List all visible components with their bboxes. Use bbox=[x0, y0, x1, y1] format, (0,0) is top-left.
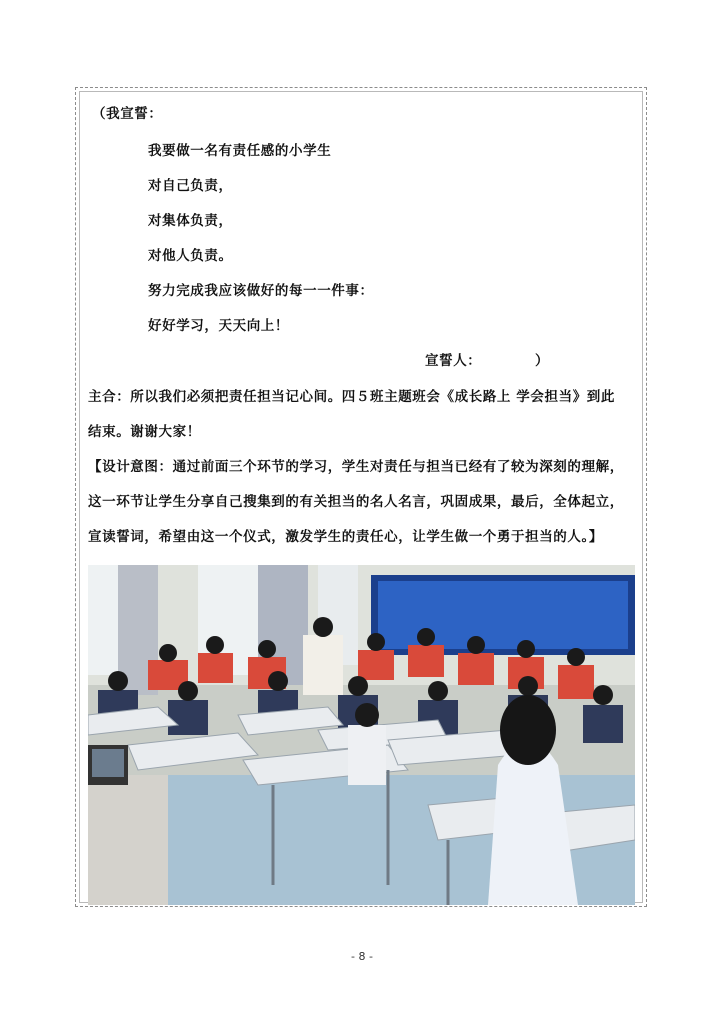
design-intent-line-1: 【设计意图：通过前面三个环节的学习，学生对责任与担当已经有了较为深刻的理解， bbox=[88, 459, 624, 475]
oath-opening: （我宣誓： bbox=[92, 106, 163, 122]
classroom-photo bbox=[88, 565, 635, 905]
design-intent-line-3: 宣读誓词，希望由这一个仪式，激发学生的责任心，让学生做一个勇于担当的人。】 bbox=[88, 529, 603, 545]
page-number: - 8 - bbox=[351, 950, 373, 963]
oath-line-6: 好好学习，天天向上！ bbox=[148, 318, 289, 334]
oath-signer: 宣誓人： bbox=[425, 353, 482, 369]
classroom-illustration bbox=[88, 565, 635, 905]
oath-line-4: 对他人负责。 bbox=[148, 248, 233, 264]
host-line-1: 主合：所以我们必须把责任担当记心间。四５班主题班会《成长路上 学会担当》到此 bbox=[88, 389, 615, 405]
oath-close: ） bbox=[535, 353, 550, 369]
host-line-2: 结束。谢谢大家！ bbox=[88, 424, 201, 440]
oath-line-1: 我要做一名有责任感的小学生 bbox=[148, 143, 332, 159]
oath-line-2: 对自己负责， bbox=[148, 178, 233, 194]
oath-line-5: 努力完成我应该做好的每一一件事： bbox=[148, 283, 374, 299]
design-intent-line-2: 这一环节让学生分享自己搜集到的有关担当的名人名言，巩固成果，最后，全体起立， bbox=[88, 494, 624, 510]
oath-line-3: 对集体负责， bbox=[148, 213, 233, 229]
